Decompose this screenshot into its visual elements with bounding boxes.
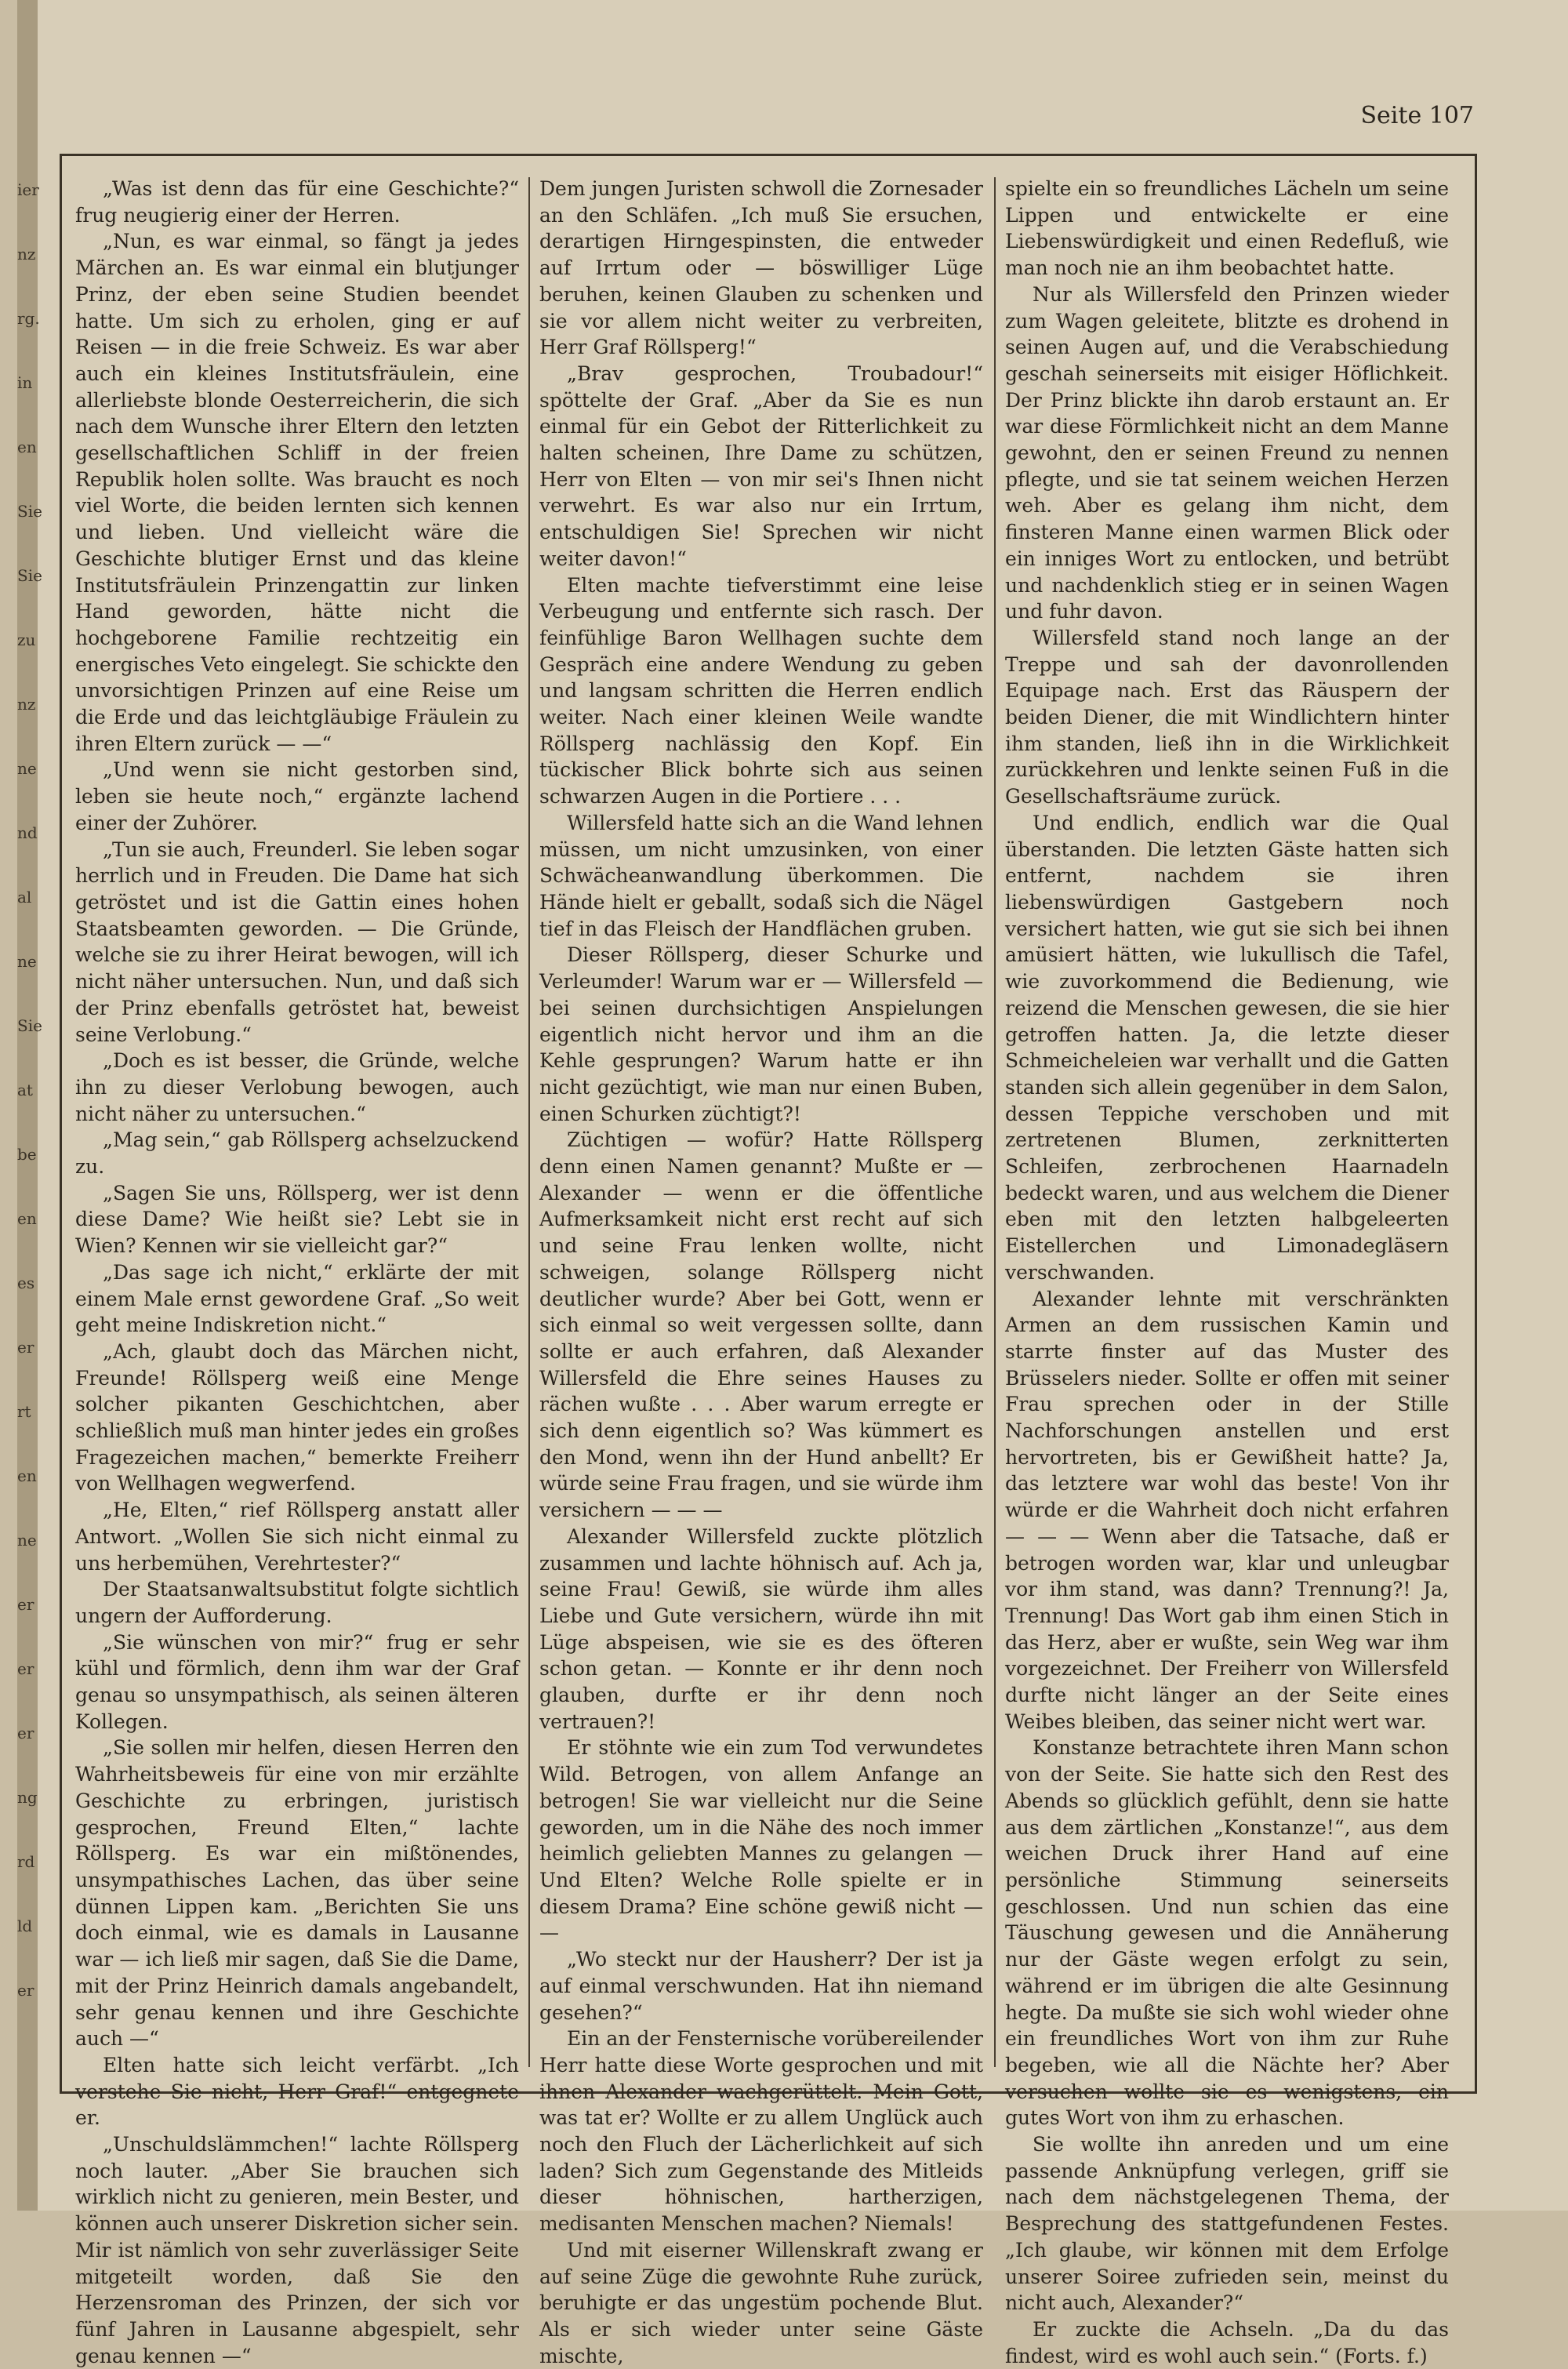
gutter-text-fragment: rg. (17, 309, 40, 328)
paragraph: Elten hatte sich leicht verfärbt. „Ich verstehe Sie nicht, Herr Graf!“ entgegnete er. (75, 2053, 519, 2130)
gutter-text-fragment: en (17, 1209, 37, 1228)
gutter-text-fragment: er (17, 1981, 34, 2000)
paragraph: Dieser Röllsperg, dieser Schurke und Verleumder! Warum war er — Willersfeld — bei seinen durchsichtigen Anspielungen eigentlich nicht hervor und ihm an die Kehle gesprungen? Warum hatte er ihn nicht gezüchtigt, wie man nur einen Buben, einen Schurken züchtigt?! (539, 943, 983, 1125)
gutter-text-fragment: rt (17, 1402, 31, 1421)
paragraph: Dem jungen Juristen schwoll die Zornesader an den Schläfen. „Ich muß Sie ersuchen, derartigen Hirngespinsten, die entweder auf Irrtum oder — böswilliger Lüge beruhen, keinen Glauben zu schenken und sie vor allem nicht weiter zu verbreiten, Herr Graf Röllsperg!“ (539, 177, 983, 359)
paragraph: „Ach, glaubt doch das Märchen nicht, Freunde! Röllsperg weiß eine Menge solcher pikanten Geschichtchen, aber schließlich muß man hinter jedes ein großes Fragezeichen machen,“ bemerkte Freiherr von Wellhagen wegwerfend. (75, 1339, 519, 1495)
paragraph: Und endlich, endlich war die Qual überstanden. Die letzten Gäste hatten sich entfernt, nachdem sie ihren liebenswürdigen Gastgebern noch versichert hatten, wie gut sie sich bei ihnen amüsiert hätten, wie lukullisch die Tafel, wie zuvorkommend die Bedienung, wie reizend die Menschen gewesen, die sie hier getroffen hatten. Ja, die letzte dieser Schmeicheleien war verhallt und die Gatten standen sich allein gegenüber in dem Salon, dessen Teppiche verschoben und mit zertretenen Blumen, zerknitterten Schleifen, zerbrochenen Haarnadeln bedeckt waren, und aus welchem die Diener eben mit den letzten halbgeleerten Eistellerchen und Limonadegläsern verschwanden. (1005, 811, 1449, 1284)
gutter-text-fragment: ier (17, 180, 39, 199)
gutter-text-fragment: rd (17, 1852, 35, 1871)
paragraph: „Was ist denn das für eine Geschichte?“ frug neugierig einer der Herren. (75, 177, 519, 227)
gutter-text-fragment: ld (17, 1917, 33, 1935)
paragraph: „He, Elten,“ rief Röllsperg anstatt aller Antwort. „Wollen Sie sich nicht einmal zu uns herbemühen, Verehrtester?“ (75, 1499, 519, 1575)
gutter-text-fragment: nz (17, 695, 36, 714)
gutter-text-fragment: ne (17, 759, 37, 778)
paragraph: Alexander lehnte mit verschränkten Armen an dem russischen Kamin und starrte finster auf das Muster des Brüsselers nieder. Sollte er offen mit seiner Frau sprechen oder in der Stille Nachforschungen anstellen und erst hervortreten, bis er Gewißheit hatte? Ja, das letztere war wohl das beste! Von ihr würde er die Wahrheit doch nicht erfahren — — — Wenn aber die Tatsache, daß er betrogen worden war, klar und unleugbar vor ihm stand, was dann? Trennung?! Ja, Trennung! Das Wort gab ihm einen Stich in das Herz, aber er wußte, sein Weg war ihm vorgezeichnet. Der Freiherr von Willersfeld durfte nicht länger an der Seite eines Weibes bleiben, das seiner nicht wert war. (1005, 1287, 1449, 1733)
paragraph: Der Staatsanwaltsubstitut folgte sichtlich ungern der Aufforderung. (75, 1578, 519, 1627)
gutter-text-fragment: Sie (17, 566, 42, 585)
paragraph: „Doch es ist besser, die Gründe, welche ihn zu dieser Verlobung bewogen, auch nicht näher zu untersuchen.“ (75, 1049, 519, 1125)
gutter-text-fragment: Sie (17, 1016, 42, 1035)
paragraph: „Unschuldslämmchen!“ lachte Röllsperg noch lauter. „Aber Sie brauchen sich wirklich nicht zu genieren, mein Bester, und können auch unserer Diskretion sicher sein. Mir ist nämlich von sehr zuverlässiger Seite mitgeteilt worden, daß Sie den Herzensroman des Prinzen, der sich vor fünf Jahren in Lausanne abgespielt, sehr genau kennen —“ (75, 2133, 519, 2367)
page-number: Seite 107 (1360, 102, 1474, 129)
paragraph: Er zuckte die Achseln. „Da du das findest, wird es wohl auch sein.“ (Forts. f.) (1005, 2317, 1449, 2367)
column-2 (539, 176, 983, 2367)
gutter-text-fragment: er (17, 1338, 34, 1357)
column-1 (75, 176, 519, 2367)
paragraph: „Sie sollen mir helfen, diesen Herren den Wahrheitsbeweis für eine von mir erzählte Geschichte zu erbringen, juristisch gesprochen, Freund Elten,“ lachte Röllsperg. Es war ein mißtönendes, unsympathisches Lachen, das über seine dünnen Lippen kam. „Berichten Sie uns doch einmal, wie es damals in Lausanne war — ich ließ mir sagen, daß Sie die Dame, mit der Prinz Heinrich damals angebandelt, sehr genau kennen und ihre Geschichte auch —“ (75, 1736, 519, 2051)
paragraph: „Nun, es war einmal, so fängt ja jedes Märchen an. Es war einmal ein blutjunger Prinz, der eben seine Studien beendet hatte. Um sich zu erholen, ging er auf Reisen — in die freie Schweiz. Es war aber auch ein kleines Institutsfräulein, eine allerliebste blonde Oesterreicherin, die sich nach dem Wunsche ihrer Eltern den letzten gesellschaftlichen Schliff in der freien Republik holen sollte. Was braucht es noch viel Worte, die beiden lernten sich kennen und lieben. Und vielleicht wäre die Geschichte blutiger Ernst und das kleine Institutsfräulein Prinzengattin zur linken Hand geworden, hätte nicht die hochgeborene Familie rechtzeitig ein energisches Veto eingelegt. Sie schickte den unvorsichtigen Prinzen auf eine Reise um die Erde und das leichtgläubige Fräulein zu ihren Eltern zurück — —“ (75, 230, 519, 755)
gutter-text-fragment: er (17, 1724, 34, 1742)
gutter-text-fragment: er (17, 1595, 34, 1614)
paragraph: „Mag sein,“ gab Röllsperg achselzuckend zu. (75, 1128, 519, 1179)
gutter-text-fragment: nd (17, 823, 38, 842)
paragraph: Ein an der Fensternische vorübereilender Herr hatte diese Worte gesprochen und mit ihnen Alexander wachgerüttelt. Mein Gott, was tat er? Wollte er zu allem Unglück auch noch den Fluch der Lächerlichkeit auf sich laden? Sich zum Gegenstande des Mitleids dieser höhnischen, hartherzigen, medisanten Menschen machen? Niemals! (539, 2027, 983, 2236)
paragraph: „Tun sie auch, Freunderl. Sie leben sogar herrlich und in Freuden. Die Dame hat sich getröstet und ist die Gattin eines hohen Staatsbeamten geworden. — Die Gründe, welche sie zu ihrer Heirat bewogen, will ich nicht näher untersuchen. Nun, und daß sich der Prinz ebenfalls getröstet hat, beweist seine Verlobung.“ (75, 838, 519, 1046)
paragraph: Elten machte tiefverstimmt eine leise Verbeugung und entfernte sich rasch. Der feinfühlige Baron Wellhagen suchte dem Gespräch eine andere Wendung zu geben und langsam schritten die Herren endlich weiter. Nach einer kleinen Weile wandte Röllsperg nachlässig den Kopf. Ein tückischer Blick bohrte sich aus seinen schwarzen Augen in die Portiere . . . (539, 573, 983, 808)
paragraph: „Und wenn sie nicht gestorben sind, leben sie heute noch,“ ergänzte lachend einer der Zuhörer. (75, 758, 519, 834)
paragraph: Willersfeld stand noch lange an der Treppe und sah der davonrollenden Equipage nach. Erst das Räuspern der beiden Diener, die mit Windlichtern hinter ihm standen, ließ ihn in die Wirklichkeit zurückkehren und lenkte seinen Fuß in die Gesellschaftsräume zurück. (1005, 626, 1449, 808)
gutter-text-fragment: ng (17, 1788, 38, 1807)
paragraph: „Sagen Sie uns, Röllsperg, wer ist denn diese Dame? Wie heißt sie? Lebt sie in Wien? Kennen wir sie vielleicht gar?“ (75, 1181, 519, 1258)
paragraph: Züchtigen — wofür? Hatte Röllsperg denn einen Namen genannt? Mußte er — Alexander — wenn er die öffentliche Aufmerksamkeit nicht erst recht auf sich und seine Frau lenken wollte, nicht schweigen, solange Röllsperg nicht deutlicher wurde? Aber bei Gott, wenn er sich einmal so weit vergessen sollte, dann sollte er auch erfahren, daß Alexander Willersfeld die Ehre seines Hauses zu rächen wußte . . . Aber warum erregte er sich denn eigentlich so? Was kümmert es den Mond, wenn ihn der Hund anbellt? Er würde seine Frau fragen, und sie würde ihm versichern — — — (539, 1128, 983, 1522)
gutter-text-fragment: nz (17, 245, 36, 263)
paragraph: „Wo steckt nur der Hausherr? Der ist ja auf einmal verschwunden. Hat ihn niemand gesehen?“ (539, 1948, 983, 2024)
column-separator (994, 177, 996, 2067)
column-3 (1005, 176, 1449, 2367)
gutter-text-fragment: al (17, 888, 32, 907)
paragraph: Willersfeld hatte sich an die Wand lehnen müssen, um nicht umzusinken, von einer Schwächeanwandlung überkommen. Die Hände hielt er geballt, sodaß sich die Nägel tief in das Fleisch der Handflächen gruben. (539, 811, 983, 940)
gutter-text-fragment: en (17, 1466, 37, 1485)
gutter-text-fragment: zu (17, 630, 36, 649)
paragraph: Und mit eiserner Willenskraft zwang er auf seine Züge die gewohnte Ruhe zurück, beruhigte er das ungestüm pochende Blut. Als er sich wieder unter seine Gäste mischte, (539, 2238, 983, 2367)
paragraph: Sie wollte ihn anreden und um eine passende Anknüpfung verlegen, griff sie nach dem nächstgelegenen Thema, der Besprechung des stattgefundenen Festes. „Ich glaube, wir können mit dem Erfolge unserer Soiree zufrieden sein, meinst du nicht auch, Alexander?“ (1005, 2133, 1449, 2315)
gutter-text-fragment: Sie (17, 502, 42, 521)
paragraph: „Brav gesprochen, Troubadour!“ spöttelte der Graf. „Aber da Sie es nun einmal für ein Gebot der Ritterlichkeit zu halten scheinen, Ihre Dame zu schützen, Herr von Elten — von mir sei's Ihnen nicht verwehrt. Es war also nur ein Irrtum, entschuldigen Sie! Sprechen wir nicht weiter davon!“ (539, 362, 983, 570)
gutter-text-fragment: ne (17, 952, 37, 971)
gutter-text-fragment: es (17, 1274, 35, 1292)
column-separator (528, 177, 530, 2067)
paragraph: Alexander Willersfeld zuckte plötzlich zusammen und lachte höhnisch auf. Ach ja, seine Frau! Gewiß, sie würde ihm alles Liebe und Gute versichern, würde ihn mit Lüge abspeisen, wie sie es des öfteren schon getan. — Konnte er ihr denn noch glauben, durfte er ihr denn noch vertrauen?! (539, 1524, 983, 1733)
paragraph: „Sie wünschen von mir?“ frug er sehr kühl und förmlich, denn ihm war der Graf genau so unsympathisch, als seinen älteren Kollegen. (75, 1630, 519, 1733)
paragraph: Nur als Willersfeld den Prinzen wieder zum Wagen geleitete, blitzte es drohend in seinen Augen auf, und die Verabschiedung geschah seinerseits mit eisiger Höflichkeit. Der Prinz blickte ihn darob erstaunt an. Er war diese Förmlichkeit nicht an dem Manne gewohnt, den er seinen Freund zu nennen pflegte, und sie tat seinem weichen Herzen weh. Aber es gelang ihm nicht, dem finsteren Manne einen warmen Blick oder ein inniges Wort zu entlocken, und betrübt und nachdenklich stieg er in seinen Wagen und fuhr davon. (1005, 282, 1449, 623)
gutter-text-fragment: ne (17, 1531, 37, 1550)
gutter-text-fragment: be (17, 1145, 37, 1164)
gutter-text-fragment: en (17, 438, 37, 456)
paragraph: Er stöhnte wie ein zum Tod verwundetes Wild. Betrogen, von allem Anfange an betrogen! Sie war vielleicht nur die Seine geworden, um in die Nähe des noch immer heimlich geliebten Mannes zu gelangen — Und Elten? Welche Rolle spielte er in diesem Drama? Eine schöne gewiß nicht — — (539, 1736, 983, 1945)
gutter-text-fragment: in (17, 373, 33, 392)
gutter-text-fragment: er (17, 1659, 34, 1678)
paragraph: „Das sage ich nicht,“ erklärte der mit einem Male ernst gewordene Graf. „So weit geht meine Indiskretion nicht.“ (75, 1260, 519, 1337)
adjacent-page-gutter (17, 0, 42, 2211)
gutter-text-fragment: at (17, 1081, 33, 1099)
paragraph: Konstanze betrachtete ihren Mann schon von der Seite. Sie hatte sich den Rest des Abends so glücklich gefühlt, denn sie hatte aus dem zärtlichen „Konstanze!“, aus dem weichen Druck ihrer Hand auf eine persönliche Stimmung seinerseits geschlossen. Und nun schien das eine Täuschung gewesen und die Annäherung nur der Gäste wegen erfolgt zu sein, während er im übrigen die alte Gesinnung hegte. Da mußte sie sich wohl wieder ohne ein freundliches Wort von ihm zur Ruhe begeben, wie all die Nächte her? Aber versuchen wollte sie es wenigstens, ein gutes Wort von ihm zu erhaschen. (1005, 1736, 1449, 2130)
paragraph: spielte ein so freundliches Lächeln um seine Lippen und entwickelte er eine Liebenswürdigkeit und einen Redefluß, wie man noch nie an ihm beobachtet hatte. (1005, 177, 1449, 280)
